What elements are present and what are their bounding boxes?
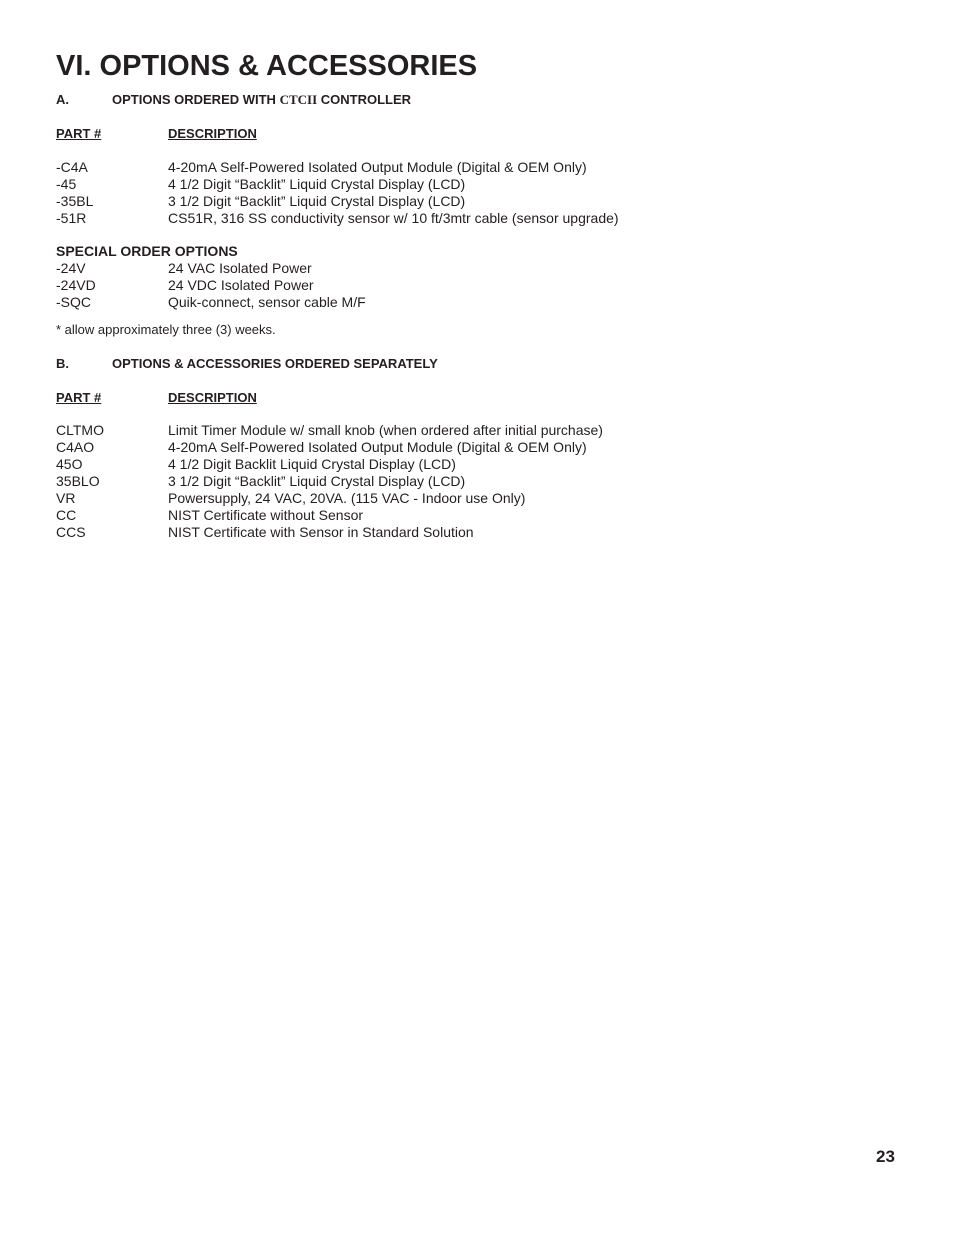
- part-description: Quik-connect, sensor cable M/F: [168, 294, 366, 310]
- list-item: [56, 260, 896, 277]
- part-number: -51R: [56, 210, 87, 226]
- part-number: -SQC: [56, 294, 91, 310]
- part-number: -35BL: [56, 193, 94, 209]
- part-column-header: PART #: [56, 126, 102, 141]
- description-column-header: DESCRIPTION: [168, 390, 257, 405]
- part-number: 45O: [56, 456, 83, 472]
- part-number: -C4A: [56, 159, 88, 175]
- part-description: Limit Timer Module w/ small knob (when ordered after initial purchase): [168, 422, 603, 438]
- section-a-options-list: [56, 159, 896, 227]
- part-number: VR: [56, 490, 76, 506]
- part-number: CCS: [56, 524, 86, 540]
- section-a-letter: A.: [56, 92, 69, 107]
- part-description: 4 1/2 Digit “Backlit” Liquid Crystal Display (LCD): [168, 176, 466, 192]
- lead-time-note: * allow approximately three (3) weeks.: [56, 322, 276, 337]
- list-item: [56, 277, 896, 294]
- part-description: 24 VDC Isolated Power: [168, 277, 314, 293]
- part-number: CLTMO: [56, 422, 104, 438]
- part-description: Powersupply, 24 VAC, 20VA. (115 VAC - Indoor use Only): [168, 490, 526, 506]
- part-description: NIST Certificate without Sensor: [168, 507, 364, 523]
- list-item: [56, 422, 896, 439]
- page-number: 23: [876, 1147, 895, 1166]
- list-item: [56, 439, 896, 456]
- part-description: NIST Certificate with Sensor in Standard Solution: [168, 524, 474, 540]
- list-item: [56, 193, 896, 210]
- part-description: 3 1/2 Digit “Backlit” Liquid Crystal Display (LCD): [168, 473, 466, 489]
- section-b-title: OPTIONS & ACCESSORIES ORDERED SEPARATELY: [112, 356, 438, 371]
- part-description: CS51R, 316 SS conductivity sensor w/ 10 ft/3mtr cable (sensor upgrade): [168, 210, 619, 226]
- part-description: 4-20mA Self-Powered Isolated Output Module (Digital & OEM Only): [168, 159, 587, 175]
- part-number: CC: [56, 507, 77, 523]
- part-number: C4AO: [56, 439, 95, 455]
- list-item: [56, 507, 896, 524]
- part-description: 4 1/2 Digit Backlit Liquid Crystal Display (LCD): [168, 456, 456, 472]
- list-item: [56, 159, 896, 176]
- special-order-heading: SPECIAL ORDER OPTIONS: [56, 243, 238, 259]
- section-b-accessories-list: [56, 422, 896, 541]
- part-number: -45: [56, 176, 77, 192]
- section-b-letter: B.: [56, 356, 69, 371]
- part-description: 4-20mA Self-Powered Isolated Output Module (Digital & OEM Only): [168, 439, 587, 455]
- page-title: VI. OPTIONS & ACCESSORIES: [56, 50, 478, 82]
- part-description: 3 1/2 Digit “Backlit” Liquid Crystal Display (LCD): [168, 193, 466, 209]
- list-item: [56, 524, 896, 541]
- part-number: -24VD: [56, 277, 96, 293]
- list-item: [56, 456, 896, 473]
- special-order-list: [56, 260, 896, 311]
- list-item: [56, 490, 896, 507]
- list-item: [56, 473, 896, 490]
- controller-model: CTCII: [279, 92, 318, 107]
- part-number: 35BLO: [56, 473, 100, 489]
- section-a-title: OPTIONS ORDERED WITH CTCII CONTROLLER: [112, 92, 412, 107]
- part-description: 24 VAC Isolated Power: [168, 260, 312, 276]
- description-column-header: DESCRIPTION: [168, 126, 257, 141]
- list-item: [56, 176, 896, 193]
- part-column-header: PART #: [56, 390, 102, 405]
- list-item: [56, 294, 896, 311]
- list-item: [56, 210, 896, 227]
- part-number: -24V: [56, 260, 86, 276]
